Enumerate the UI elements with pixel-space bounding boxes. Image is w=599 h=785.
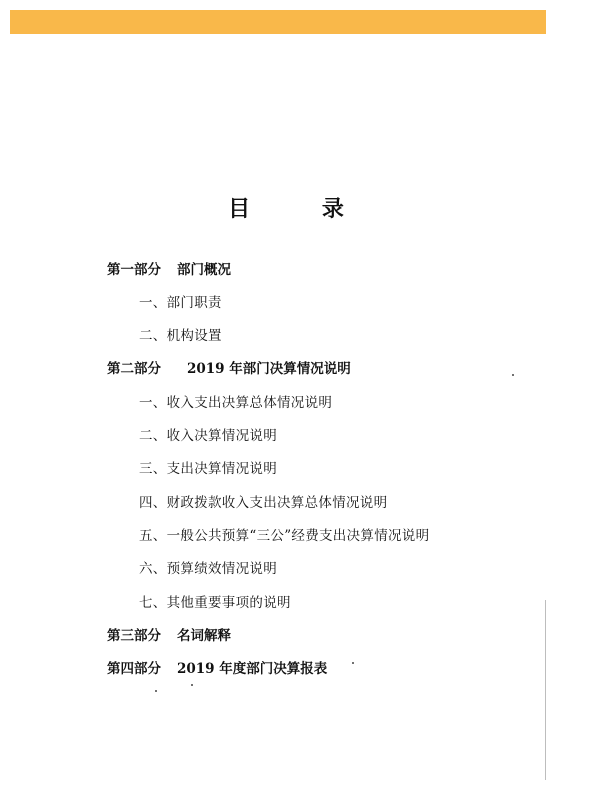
toc-item[interactable]: 七、其他重要事项的说明 <box>139 595 291 611</box>
scan-speck <box>155 690 157 692</box>
scan-speck <box>512 374 514 376</box>
toc-item[interactable]: 五、一般公共预算“三公”经费支出决算情况说明 <box>139 528 430 544</box>
toc-part-4[interactable] <box>107 660 327 678</box>
toc-item[interactable]: 一、部门职责 <box>139 295 222 311</box>
scan-speck <box>352 662 354 664</box>
toc-item[interactable]: 六、预算绩效情况说明 <box>139 561 277 577</box>
toc-part-1[interactable] <box>107 261 231 279</box>
part-title: 2019 年部门决算情况说明 <box>187 361 351 377</box>
header-color-bar <box>10 10 546 34</box>
scan-speck <box>191 684 193 686</box>
part-number: 第三部分 <box>107 628 161 644</box>
part-title: 部门概况 <box>177 262 231 278</box>
toc-item[interactable]: 三、支出决算情况说明 <box>139 461 277 477</box>
part-number: 第一部分 <box>107 262 161 278</box>
toc-item[interactable]: 二、收入决算情况说明 <box>139 428 277 444</box>
toc-part-3[interactable] <box>107 627 231 645</box>
page-title: 目 录 <box>228 196 376 222</box>
toc-item[interactable]: 二、机构设置 <box>139 328 222 344</box>
part-title: 名词解释 <box>177 628 231 644</box>
scan-edge-line <box>545 600 546 780</box>
part-title: 2019 年度部门决算报表 <box>177 661 328 677</box>
toc-item[interactable]: 四、财政拨款收入支出决算总体情况说明 <box>139 495 388 511</box>
toc-item[interactable]: 一、收入支出决算总体情况说明 <box>139 395 333 411</box>
toc-part-2[interactable] <box>107 360 351 378</box>
part-number: 第四部分 <box>107 661 161 677</box>
part-number: 第二部分 <box>107 361 161 377</box>
